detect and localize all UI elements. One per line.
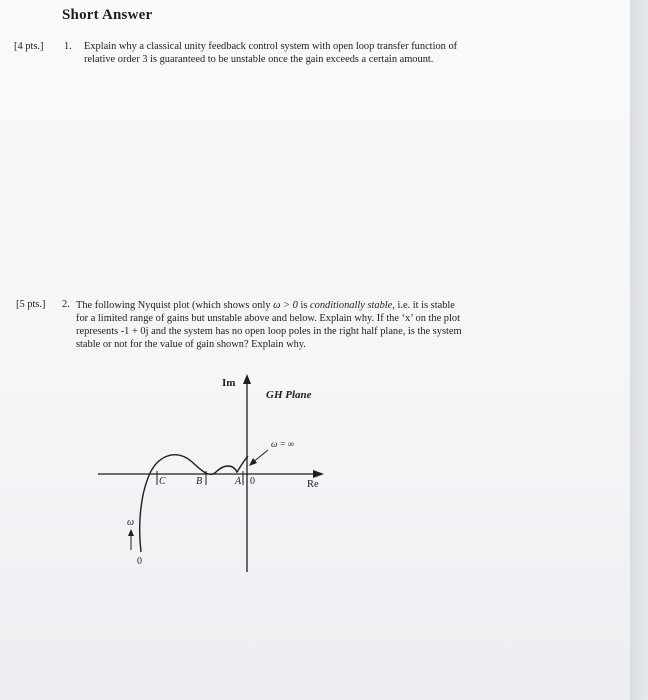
im-label: Im (222, 377, 236, 389)
q2-text-a: The following Nyquist plot (which shows only (76, 300, 274, 311)
q1-number: 1. (64, 41, 72, 52)
omega-infinity-label: ω = ∞ (271, 439, 295, 449)
real-axis-arrow (313, 470, 324, 478)
point-a-label: A (235, 476, 242, 487)
q2-number: 2. (62, 299, 70, 310)
gh-plane-label: GH Plane (266, 389, 312, 401)
q2-line-4: stable or not for the value of gain shown? Explain why. (76, 339, 306, 350)
nyquist-plot (90, 368, 350, 578)
page-edge (630, 0, 648, 700)
omega-zero-label: 0 (137, 556, 142, 567)
question-2-text (76, 299, 546, 351)
section-title: Short Answer (62, 7, 153, 23)
q2-conditionally-stable: conditionally stable (310, 300, 393, 311)
q2-line-1 (76, 299, 546, 312)
q1-line-2: relative order 3 is guaranteed to be unstable once the gain exceeds a certain amount. (84, 54, 434, 65)
omega-direction-arrowhead (128, 529, 134, 536)
origin-label: 0 (250, 476, 255, 487)
q2-line-2: for a limited range of gains but unstable above and below. Explain why. If the ‘x’ on the plot (76, 313, 460, 324)
q1-points: [4 pts.] (14, 41, 44, 52)
point-c-label: C (159, 476, 166, 487)
q2-points: [5 pts.] (16, 299, 46, 310)
omega-infinity-arrowhead (249, 458, 257, 466)
nyquist-curve (140, 455, 248, 552)
re-label: Re (307, 479, 319, 490)
omega-label: ω (127, 517, 135, 528)
q2-text-e: , i.e. it is stable (392, 300, 455, 311)
q2-omega-condition: ω > 0 (273, 300, 298, 311)
q2-line-3: represents -1 + 0j and the system has no open loop poles in the right half plane, is the system (76, 326, 462, 337)
imaginary-axis-arrow (243, 374, 251, 384)
point-b-label: B (196, 476, 203, 487)
q2-text-c: is (297, 300, 311, 311)
question-1-text (84, 40, 554, 66)
q1-line-1: Explain why a classical unity feedback control system with open loop transfer function of (84, 41, 458, 52)
